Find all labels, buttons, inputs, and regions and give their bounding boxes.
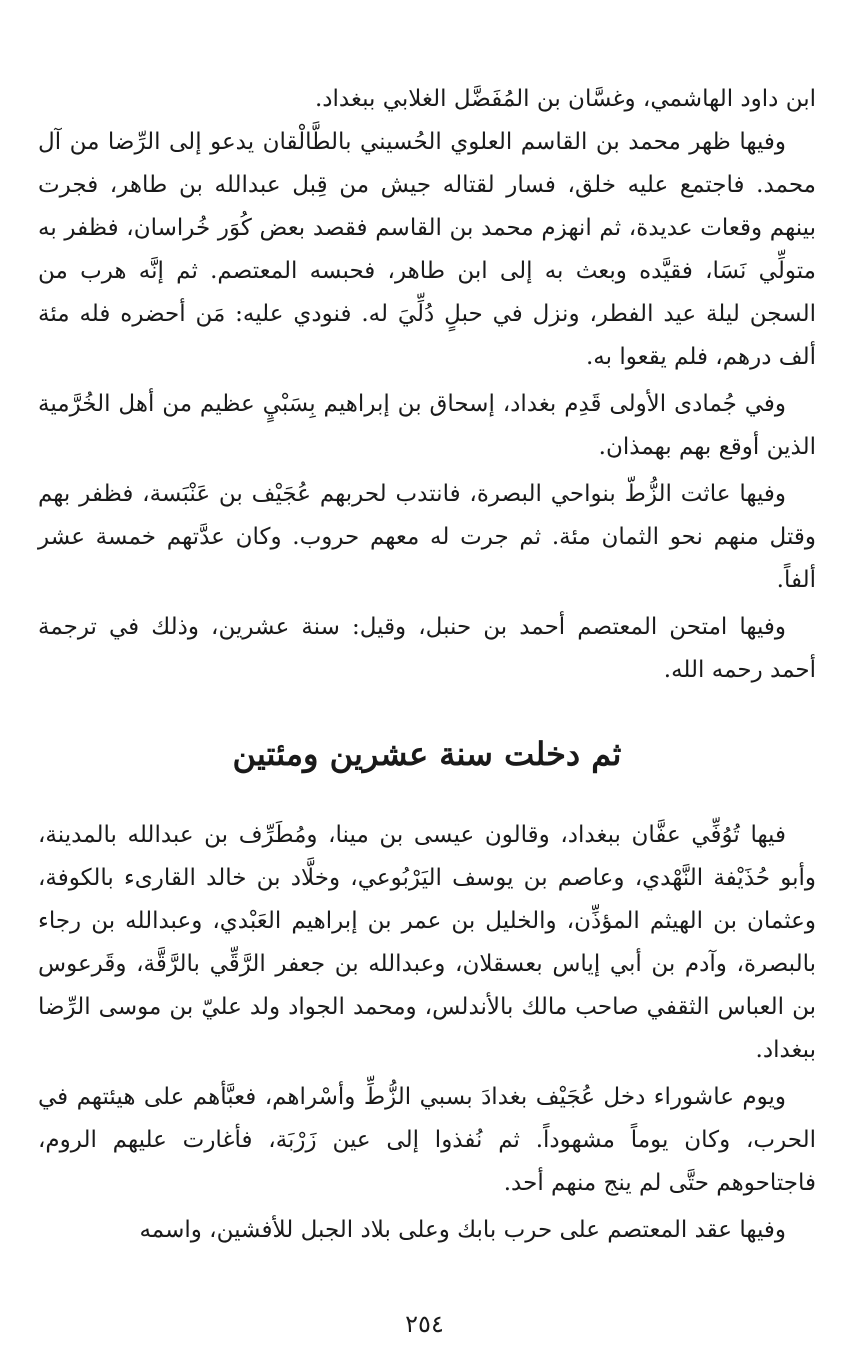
paragraph-continued: ابن داود الهاشمي، وغسَّان بن المُفَضَّل الغلابي ببغداد. bbox=[314, 86, 816, 112]
paragraph-afshin: وفيها عقد المعتصم على حرب بابك وعلى بلاد الجبل للأفشين، واسمه bbox=[139, 1217, 786, 1243]
paragraph-mihna: وفيها امتحن المعتصم أحمد بن حنبل، وقيل: سنة عشرين، وذلك في ترجمة أحمد رحمه الله. bbox=[38, 614, 816, 683]
page-number: ٢٥٤ bbox=[405, 1310, 444, 1338]
section-heading: ثم دخلت سنة عشرين ومئتين bbox=[232, 735, 622, 773]
paragraph-ashura: ويوم عاشوراء دخل عُجَيْف بغدادَ بسبي الزُّطِّ وأسْراهم، فعبَّأهم على هيئتهم في الحرب، وكان يوماً مشهوداً. ثم نُفذوا إلى عين زَرْبَة، فأغارت عليهم الروم، فاجتاحوهم حتَّى لم ينج منهم أحد. bbox=[38, 1084, 816, 1196]
paragraph-muhammad-ibn-qasim: وفيها ظهر محمد بن القاسم العلوي الحُسيني بالطَّالْقان يدعو إلى الرِّضا من آل محمد. فاجتمع عليه خلق، فسار لقتاله جيش من قِبل عبدالله بن طاهر، فجرت بينهم وقعات عديدة، ثم انهزم محمد بن القاسم فقصد بعض كُوَر خُراسان، فظفر به متولِّي نَسَا، فقيَّده وبعث به إلى ابن طاهر، فحبسه المعتصم. ثم إنَّه هرب من السجن ليلة عيد الفطر، ونزل في حبلٍ دُلِّيَ له. فنودي عليه: مَن أحضره فله مئة ألف درهم، فلم يقعوا به. bbox=[38, 129, 816, 370]
paragraph-jumada: وفي جُمادى الأولى قَدِم بغداد، إسحاق بن إبراهيم بِسَبْيٍ عظيم من أهل الخُرَّمية الذين أوقع بهم بهمذان. bbox=[38, 391, 816, 460]
paragraph-zutt: وفيها عاثت الزُّطّ بنواحي البصرة، فانتدب لحربهم عُجَيْف بن عَنْبَسة، فظفر بهم وقتل منهم نحو الثمان مئة. ثم جرت له معهم حروب. وكان عدَّتهم خمسة عشر ألفاً. bbox=[38, 481, 816, 593]
page-body bbox=[38, 78, 816, 1252]
paragraph-deaths: فيها تُوُفِّي عفَّان ببغداد، وقالون عيسى بن مينا، ومُطَرِّف بن عبدالله بالمدينة، وأبو حُذَيْفة النَّهْدي، وعاصم بن يوسف اليَرْبُوعي، وخلَّاد بن خالد القارىء بالكوفة، وعثمان بن الهيثم المؤذِّن، والخليل بن عمر بن إبراهيم العَبْدي، وعبدالله بن رجاء بالبصرة، وآدم بن أبي إياس بعسقلان، وعبدالله بن جعفر الرَّقِّي بالرَّقَّة، وقَرعوس بن العباس الثقفي صاحب مالك بالأندلس، ومحمد الجواد ولد عليّ بن موسى الرِّضا ببغداد. bbox=[38, 822, 816, 1063]
